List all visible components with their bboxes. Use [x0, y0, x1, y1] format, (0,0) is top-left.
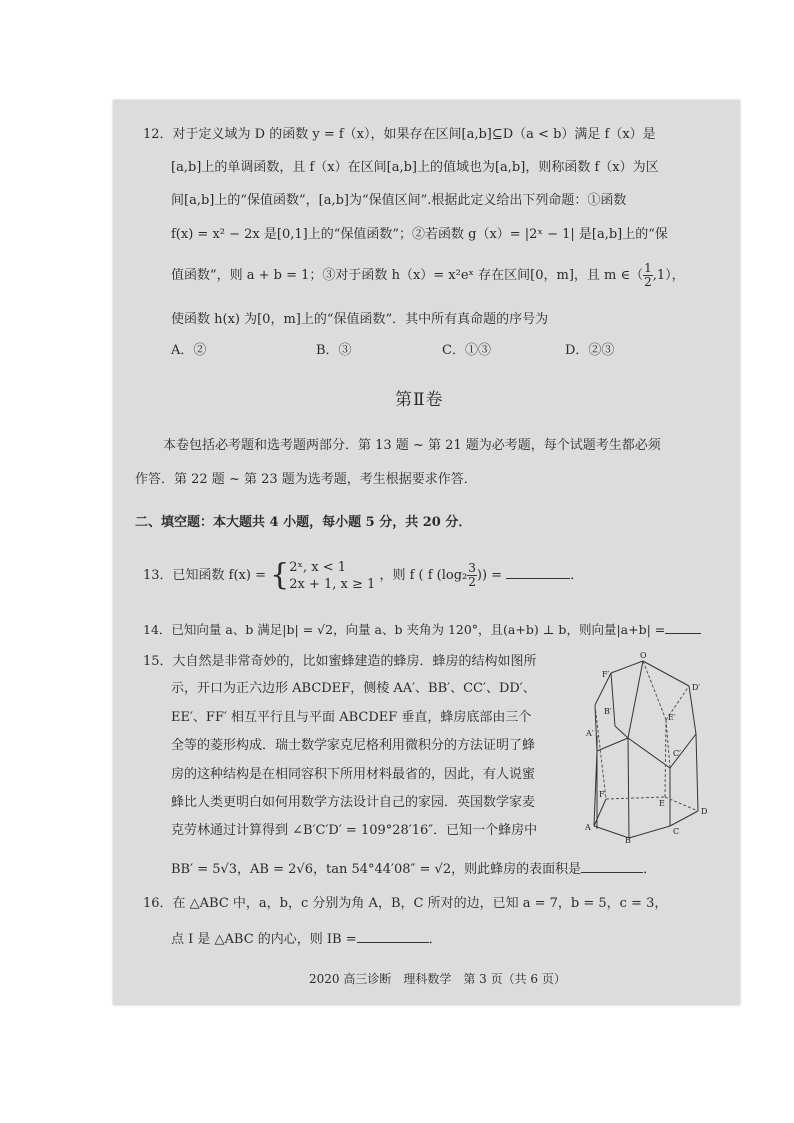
q13-brace: { — [270, 557, 290, 593]
q13-fraction — [467, 562, 477, 589]
q16-line-2-text: 点 I 是 △ABC 的内心，则 IB = — [171, 932, 357, 947]
q16-line-1: 16．在 △ABC 中，a，b，c 分别为角 A，B，C 所对的边，已知 a = 7，b = 5，c = 3， — [143, 896, 668, 911]
part-intro-2: 作答．第 22 题 ~ 第 23 题为选考题，考生根据要求作答． — [135, 472, 477, 487]
q13-line — [143, 556, 583, 596]
label-D: D — [701, 807, 708, 816]
q12-line-1: 12．对于定义域为 D 的函数 y = f（x），如果存在区间[a,b]⊆D（a < b）满足 f（x）是 — [143, 127, 656, 142]
label-D1: D′ — [692, 683, 701, 692]
q13-end: )) = — [476, 568, 503, 583]
q12-option-d: D．②③ — [565, 343, 615, 358]
page-footer: 2020 高三诊断 理科数学 第 3 页（共 6 页） — [309, 972, 566, 986]
q15-line-3: EE′、FF′ 相互平行且与平面 ABCDEF 垂直，蜂房底部由三个 — [171, 710, 532, 725]
q15-line-8 — [171, 859, 656, 879]
q12-frac-num: 1 — [644, 261, 652, 275]
q12-line-4: f(x) = x² − 2x 是[0,1]上的“保值函数”；②若函数 g（x）= |2ˣ − 1| 是[a,b]上的“保 — [171, 227, 668, 242]
part-title: 第Ⅱ卷 — [395, 390, 444, 410]
q16-answer-blank[interactable] — [357, 929, 429, 943]
q13-case-1: 2ˣ, x < 1 — [289, 559, 347, 575]
q15-line-1: 15．大自然是非常奇妙的，比如蜜蜂建造的蜂房．蜂房的结构如图所 — [143, 654, 537, 669]
q13-frac-num: 3 — [468, 561, 476, 575]
q13-middle: ，则 f ( f (log₂ — [379, 568, 468, 583]
q14-line — [143, 620, 701, 639]
label-E: E — [659, 799, 665, 808]
q12-fraction — [643, 262, 653, 289]
q13-piecewise — [289, 559, 375, 593]
q12-option-c: C．①③ — [442, 343, 491, 358]
q15-answer-blank[interactable] — [581, 859, 643, 873]
q13-frac-den: 2 — [468, 575, 476, 589]
section-heading: 二、填空题：本大题共 4 小题，每小题 5 分，共 20 分． — [135, 515, 472, 530]
label-E1: E′ — [668, 713, 676, 722]
q14-text: 14．已知向量 a、b 满足|b| = √2，向量 a、b 夹角为 120°，且(a+b) ⊥ b，则向量|a+b| = — [143, 622, 666, 637]
q12-frac-den: 2 — [644, 275, 652, 289]
label-B: B — [625, 836, 631, 843]
q12-line-6: 使函数 h(x) 为[0，m]上的“保值函数”．其中所有真命题的序号为 — [171, 312, 549, 327]
q15-line-6: 蜂比人类更明白如何用数学方法设计自己的家园．英国数学家麦 — [171, 795, 536, 810]
q16-line-2 — [171, 929, 442, 949]
label-A: A — [585, 823, 591, 832]
q15-line-8-end: ． — [643, 862, 657, 877]
exam-page — [113, 100, 740, 1005]
q15-line-5: 房的这种结构是在相同容积下所用材料最省的，因此，有人说蜜 — [171, 767, 536, 782]
q12-option-a: A．② — [171, 343, 207, 358]
q15-line-4: 全等的菱形构成．瑞士数学家克尼格利用微积分的方法证明了蜂 — [171, 738, 536, 753]
q16-line-2-end: ． — [428, 932, 442, 947]
q13-prefix: 13．已知函数 f(x) = — [143, 568, 266, 583]
q15-line-7: 克劳林通过计算得到 ∠B′C′D′ = 109°28′16″．已知一个蜂房中 — [171, 823, 538, 838]
label-C: C — [673, 827, 680, 836]
q12-option-b: B．③ — [316, 343, 352, 358]
label-B1: B′ — [604, 707, 612, 716]
q14-answer-blank[interactable] — [665, 620, 701, 634]
q15-line-2: 示，开口为正六边形 ABCDEF，侧棱 AA′、BB′、CC′、DD′、 — [171, 681, 536, 696]
honeycomb-figure — [577, 648, 713, 843]
label-O: O — [640, 651, 647, 660]
q12-line-2: [a,b]上的单调函数，且 f（x）在区间[a,b]上的值域也为[a,b]，则称函数 f（x）为区 — [171, 160, 659, 175]
label-A1: A′ — [586, 729, 594, 738]
q12-line-5-text: 值函数”，则 a + b = 1；③对于函数 h（x）= x²eˣ 存在区间[0，m]，且 m ∈（ — [171, 268, 644, 283]
q12-line-5-end: ,1）， — [652, 268, 685, 283]
q12-line-3: 间[a,b]上的“保值函数”，[a,b]为“保值区间”.根据此定义给出下列命题：①函数 — [171, 193, 627, 208]
q13-tail: ． — [570, 568, 584, 583]
label-F1: F′ — [602, 670, 610, 679]
q15-line-8-text: BB′ = 5√3，AB = 2√6，tan 54°44′08″ = √2，则此蜂房的表面积是 — [171, 862, 582, 877]
label-F: F — [599, 790, 605, 799]
label-C1: C′ — [673, 749, 681, 758]
part-intro-1: 本卷包括必考题和选考题两部分．第 13 题 ~ 第 21 题为必考题，每个试题考生都必须 — [163, 438, 661, 453]
q13-answer-blank[interactable] — [506, 565, 570, 579]
q13-case-2: 2x + 1, x ≥ 1 — [289, 576, 376, 592]
q12-line-5 — [171, 262, 685, 289]
